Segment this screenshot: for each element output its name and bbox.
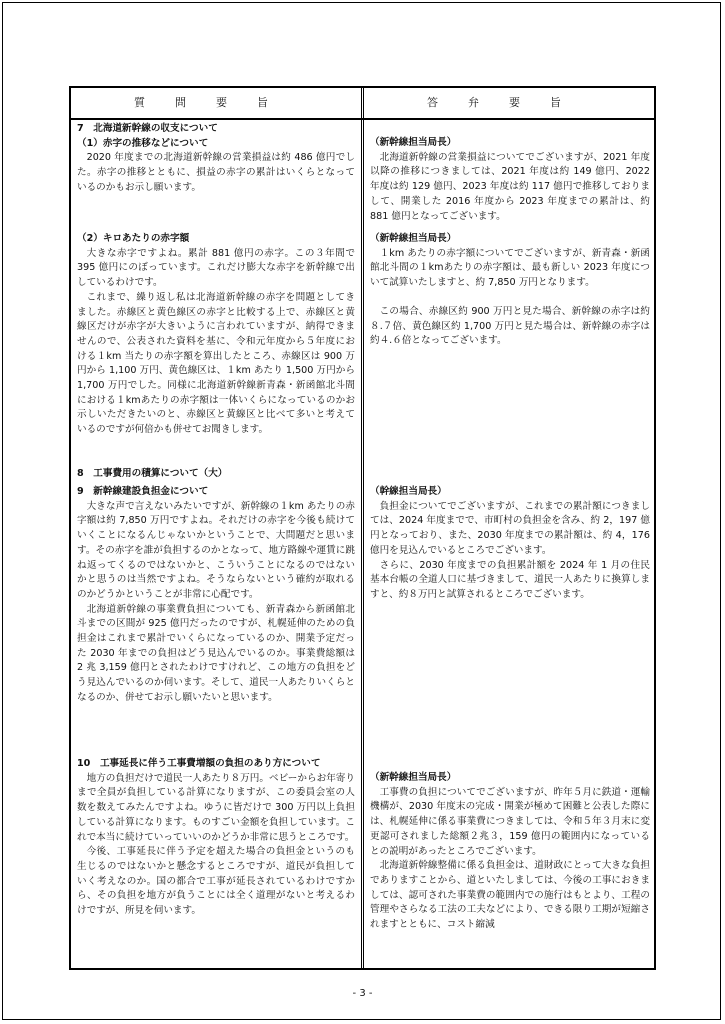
answer-paragraph: この場合、赤線区約 900 万円と見た場合、新幹線の赤字は約８.７倍、黄色線区約 1,700 万円と見た場合は、新幹線の赤字は約４.６倍となってございます。 [370, 305, 650, 347]
question-cell-7-2 [77, 232, 355, 438]
answer-cell-7 [370, 136, 650, 224]
answer-paragraph: 北海道新幹線整備に係る負担金は、道財政にとって大きな負担でありますことから、道といたしましては、今後の工事におきましては、認可された事業費の範囲内での施行はもとより、工程の管理やさらなる工法の工夫などにより、できる限り工期が短縮されますとともに、コスト縮減 [370, 860, 650, 931]
subsection-heading: （2）キロあたりの赤字額 [77, 233, 190, 244]
answer-column-header: 答弁要旨 [427, 96, 591, 109]
answer-cell-10 [370, 771, 650, 933]
answer-role: （新幹線担当局長） [370, 137, 457, 148]
answer-cell-7-2 [370, 232, 650, 349]
subsection-heading: （1）赤字の推移などについて [77, 137, 209, 149]
question-paragraph: 2020 年度までの北海道新幹線の営業損益は約 486 億円でした。赤字の推移とともに、損益の赤字の累計はいくらとなっているのかもお示し願います。 [77, 152, 355, 193]
question-paragraph: 北海道新幹線の事業費負担についても、新青森から新函館北斗までの区間が 925 億円だったのですが、札幌延伸のための負担金はこれまで累計でいくらになっているのか、開業予定だった 2030 年までの負担はどう見込んでいるのか。事業費総額は 2 兆 3,159 億円とされたわけですけれど、この地方の負担をどう見込んでいるのか伺います。そして、道民一人あたりいくらとなるのか、併せてお示し願いたいと思います。 [77, 603, 355, 703]
question-cell-9 [77, 485, 355, 706]
question-paragraph: 大きな声で言えないみたいですが、新幹線の１km あたりの赤字額は約 7,850 万円ですよね。それだけの赤字を今後も続けていくことになるんじゃないかということで、大問題だと思います。その赤字を誰が負担するのかとなって、地方路線や運賃に跳ね返ってくるのではないかと、こういうことになるのではないかと思うのは当然ですよね。そうならないという確約が取れるのかどうかということが非常に心配です。 [77, 500, 355, 600]
section-heading: 8 工事費用の積算について（大） [77, 468, 228, 479]
qa-table [69, 86, 656, 970]
answer-role: （新幹線担当局長） [370, 772, 457, 783]
section-heading: 7 北海道新幹線の収支について [77, 123, 218, 134]
question-paragraph: 大きな赤字ですよね。累計 881 億円の赤字。この３年間で 395 億円にのぼっています。これだけ膨大な赤字を新幹線で出しているわけです。 [77, 247, 355, 289]
question-paragraph: 地方の負担だけで道民一人あたり８万円。ベビーからお年寄りまで全員が負担している計算になりますが、この委員会室の人数を数えてみたんですよね。ゆうに皆だけで 300 万円以上負担している計算になります。ものすごい金額を負担しています。これで本当に続けていっていいのかどうか非常に思うところです。 [77, 772, 355, 843]
question-cell-10 [77, 757, 355, 919]
question-column-header: 質問要旨 [134, 96, 298, 109]
column-divider [361, 88, 364, 968]
section-heading: 10 工事延長に伴う工事費増額の負担のあり方について [77, 758, 321, 769]
answer-paragraph: さらに、2030 年度までの負担累計額を 2024 年 1 月の住民基本台帳の全道人口に基づきまして、道民一人あたりに換算しますと、約８万円と試算されるところでございます。 [370, 559, 650, 600]
answer-cell-9 [370, 485, 650, 603]
answer-role: （幹線担当局長） [370, 486, 447, 497]
answer-paragraph: 北海道新幹線の営業損益についてでございますが、2021 年度以降の推移につきましては、2021 年度は約 149 億円、2022 年度は約 129 億円、2023 年度は約 117 億円で推移しておりまして、開業した 2016 年度から 2023 年度までの累計は、約 881 億円となってございます。 [370, 151, 650, 222]
question-cell-7 [77, 122, 355, 196]
question-paragraph: 今後、工事延長に伴う予定を超えた場合の負担金というのも生じるのではないかと懸念するところですが、道民が負担していく考えなのか。国の都合で工事が延長されているわけですから、その負担を地方が負うことには全く道理がないと考えるわけですが、所見を伺います。 [77, 846, 355, 917]
page-number: - 3 - [352, 988, 373, 999]
section-heading: 9 新幹線建設負担金について [77, 486, 209, 497]
answer-paragraph: 負担金についてでございますが、これまでの累計額につきましては、2024 年度までで、市町村の負担金を含み、約 2，197 億円となっており、また、2030 年度までの累計額は、約 4，176 億円を見込んでいるところでございます。 [370, 500, 650, 556]
answer-role: （新幹線担当局長） [370, 233, 457, 244]
question-paragraph: これまで、繰り返し私は北海道新幹線の赤字を問題としてきました。赤線区と黄色線区の赤字と比較する上で、赤線区と黄線区だけが赤字が大きいように言われていますが、納得できませんので、公表された資料を基に、令和元年度から５年度における１km 当たりの赤字額を算出したところ、赤線区は 900 万円から 1,100 万円、黄色線区は、１km あたり 1,500 万円から 1,700 万円でした。同様に北海道新幹線新青森・新函館北斗間における１kmあたりの赤字額は一体いくらになっているのかお示しいただきたいのと、赤線区と黄線区と比べて多いと考えているのですが何倍かも併せてお聞きします。 [77, 291, 355, 436]
answer-paragraph: 工事費の負担についてでございますが、昨年５月に鉄道・運輸機構が、2030 年度末の完成・開業が極めて困難と公表した際には、札幌延伸に係る事業費につきましては、令和５年３月末に変更認可されました総額２兆３，159 億円の範囲内になっているとの説明があったところでございます。 [370, 786, 650, 857]
question-cell-8 [77, 467, 355, 482]
answer-paragraph: １km あたりの赤字額についてでございますが、新青森・新函館北斗間の１kmあたりの赤字額は、最も新しい 2023 年度について試算いたしますと、約 7,850 万円となります。 [370, 247, 650, 289]
